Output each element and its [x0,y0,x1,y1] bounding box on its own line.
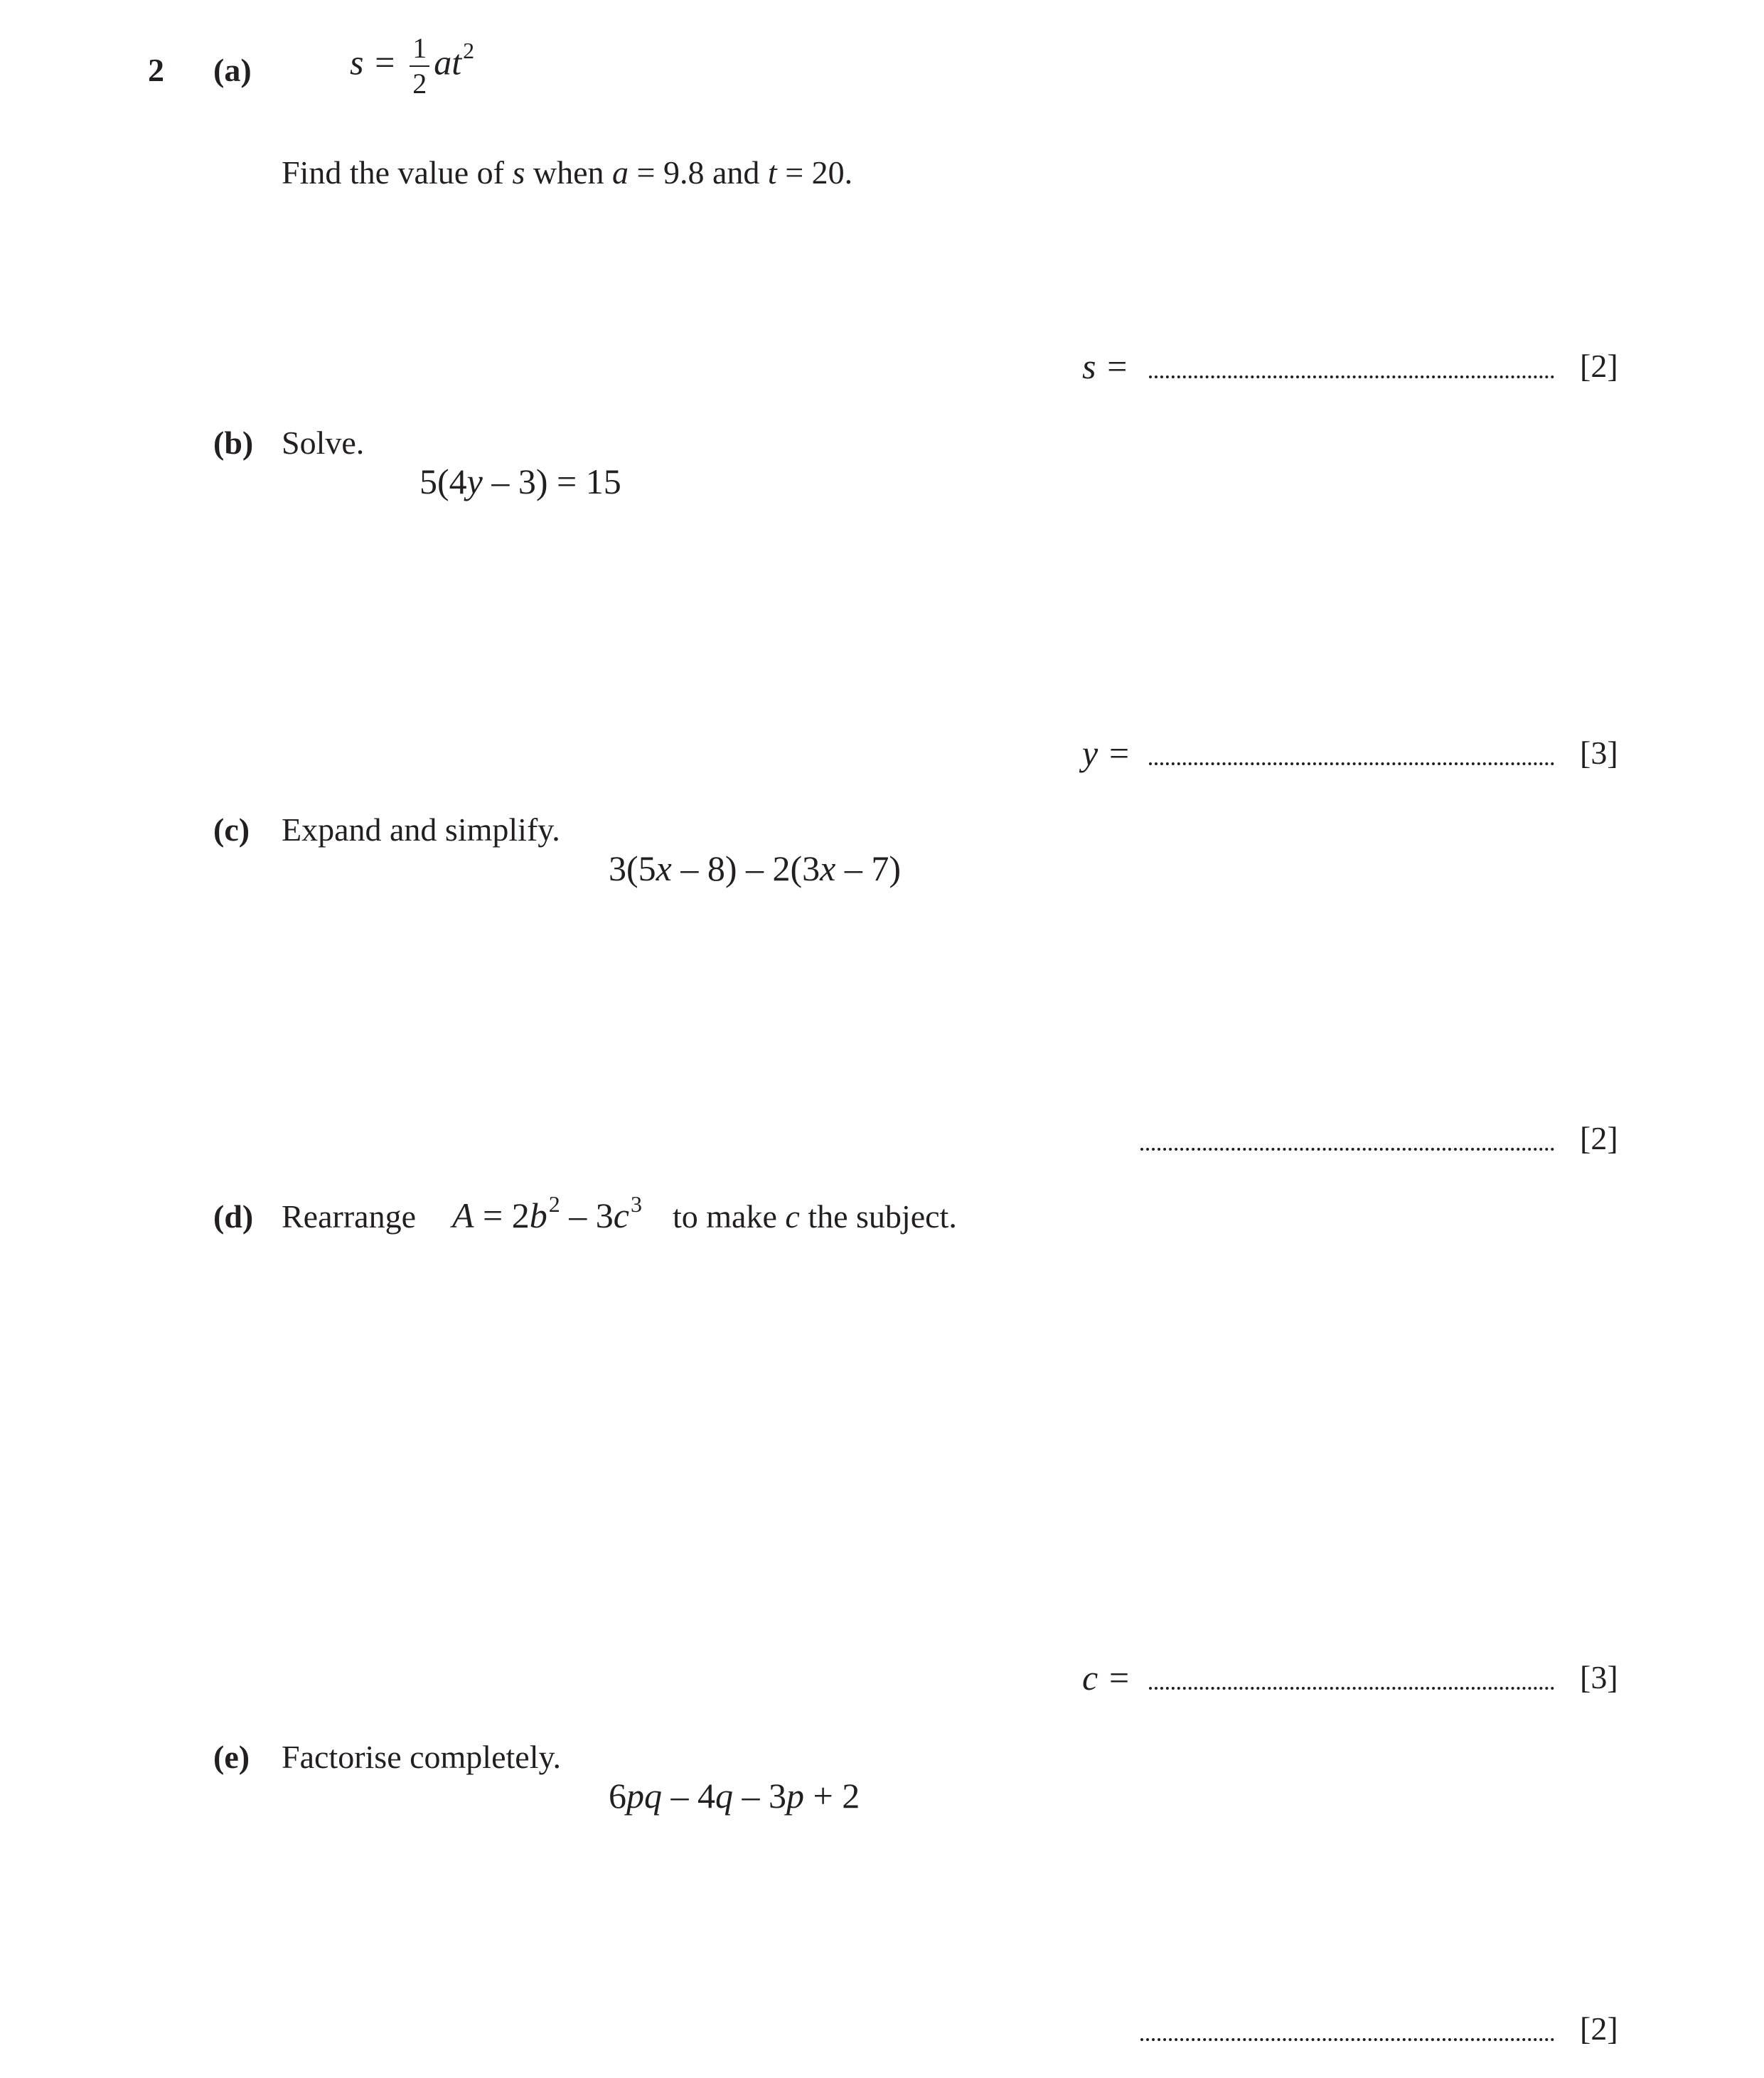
part-d-equation [452,1191,642,1236]
expression-text: 3(5 [609,848,656,888]
part-c-marks: [2] [1580,1120,1618,1156]
part-e-label: (e) [213,1739,250,1775]
part-d-answer-line[interactable] [1149,1687,1554,1690]
part-c-answer-line[interactable] [1140,1148,1554,1151]
var-c: c [785,1198,800,1235]
var-x: x [820,848,836,888]
formula-fraction [410,34,429,98]
part-b-equation [419,461,621,502]
var-s: s [512,154,525,191]
part-e-answer-line[interactable] [1140,2038,1554,2041]
var-x: x [656,848,672,888]
formula-lhs: s = [350,42,397,82]
instruction-text: = 9.8 and [629,154,768,191]
expression-text: 6 [609,1776,626,1816]
instruction-text: the subject. [799,1198,957,1235]
var-c: c [613,1195,629,1235]
formula-exponent: 2 [463,38,475,64]
part-a-marks: [2] [1580,348,1618,384]
var-y: y [466,462,483,501]
expression-text: – 4 [662,1776,715,1816]
part-e-marks: [2] [1580,2010,1618,2047]
part-a-answer-line[interactable] [1149,375,1554,378]
equation-text: 5(4 [419,462,467,501]
part-e-expression [609,1775,860,1816]
var-A: A [452,1195,474,1235]
part-a-answer-prefix: s = [1082,346,1129,386]
part-b-answer-line[interactable] [1149,762,1554,765]
part-b-answer-prefix: y = [1082,733,1131,773]
var-b: b [529,1195,547,1235]
part-c-instruction: Expand and simplify. [282,811,560,848]
part-a-formula [350,34,474,98]
exponent: 2 [548,1191,560,1217]
equation-text: – 3 [560,1195,614,1235]
part-d-answer-prefix: c = [1082,1658,1131,1698]
part-d-instruction-post [673,1198,957,1235]
part-c-label: (c) [213,811,250,848]
part-a-label: (a) [213,52,252,88]
part-e-instruction: Factorise completely. [282,1739,561,1775]
part-a-instruction [282,154,852,191]
instruction-text: to make [673,1198,786,1235]
part-d-marks: [3] [1580,1659,1618,1695]
expression-text: – 3 [733,1776,786,1816]
var-pq: pq [626,1776,662,1816]
part-d-instruction-pre: Rearrange [282,1198,416,1235]
expression-text: + 2 [804,1776,860,1816]
part-b-label: (b) [213,425,254,461]
exponent: 3 [630,1191,642,1217]
var-t: t [767,154,777,191]
instruction-text: Find the value of [282,154,513,191]
var-a: a [612,154,629,191]
part-d-label: (d) [213,1198,254,1235]
fraction-numerator: 1 [410,34,429,67]
question-number: 2 [148,52,164,88]
expression-text: – 8) – 2(3 [671,848,820,888]
part-b-instruction: Solve. [282,425,365,461]
equation-text: – 3) = 15 [482,462,621,501]
var-q: q [715,1776,733,1816]
part-b-marks: [3] [1580,735,1618,771]
equation-text: = 2 [474,1195,530,1235]
instruction-text: = 20. [776,154,853,191]
part-c-expression [609,848,901,889]
formula-rest: at [434,42,462,82]
expression-text: – 7) [835,848,902,888]
var-p: p [786,1776,804,1816]
fraction-denominator: 2 [412,68,427,100]
instruction-text: when [525,154,613,191]
